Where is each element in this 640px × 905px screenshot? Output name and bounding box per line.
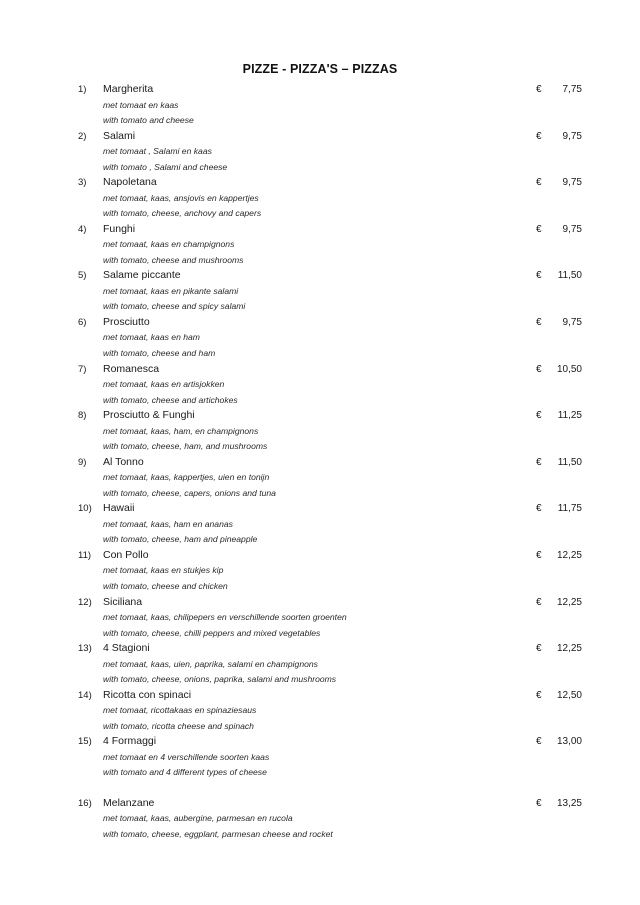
item-number: 2) xyxy=(78,130,87,142)
item-description-dutch: met tomaat, kaas, chilipepers en verschillende soorten groenten xyxy=(103,612,347,623)
item-number: 10) xyxy=(78,503,92,515)
item-description-dutch: met tomaat, ricottakaas en spinaziesaus xyxy=(103,705,257,716)
currency-symbol: € xyxy=(536,596,542,608)
currency-symbol: € xyxy=(536,797,542,809)
item-description-dutch: met tomaat, kaas, ham, en champignons xyxy=(103,425,259,436)
pizza-menu-list xyxy=(0,82,640,843)
item-description-dutch: met tomaat, kaas, ansjovis en kappertjes xyxy=(103,192,259,203)
item-name: Margherita xyxy=(103,83,154,95)
currency-symbol: € xyxy=(536,270,542,282)
menu-item xyxy=(0,734,640,781)
item-description-english: with tomato, cheese and spicy salami xyxy=(103,301,246,312)
item-description-english: with tomato, cheese, capers, onions and tuna xyxy=(103,487,276,498)
menu-item xyxy=(0,129,640,176)
currency-symbol: € xyxy=(536,316,542,328)
item-name: Funghi xyxy=(103,222,136,235)
item-description-english: with tomato and 4 different types of cheese xyxy=(103,767,267,778)
item-name: Salame piccante xyxy=(103,269,181,282)
item-name: Hawaii xyxy=(103,502,135,515)
item-description-english: with tomato, cheese, anchovy and capers xyxy=(103,208,262,219)
menu-item xyxy=(0,222,640,269)
item-description-english: with tomato, ricotta cheese and spinach xyxy=(103,720,254,731)
item-description-english: with tomato and cheese xyxy=(103,115,194,125)
item-price: 12,25 xyxy=(556,596,582,608)
currency-symbol: € xyxy=(536,643,542,655)
menu-item xyxy=(0,455,640,502)
menu-item xyxy=(0,268,640,315)
item-price: 11,75 xyxy=(557,503,582,515)
item-price: 12,25 xyxy=(556,643,582,655)
item-description-english: with tomato, cheese, chilli peppers and mixed vegetables xyxy=(103,627,321,638)
item-number: 3) xyxy=(78,177,87,189)
currency-symbol: € xyxy=(536,549,542,561)
currency-symbol: € xyxy=(536,503,542,515)
currency-symbol: € xyxy=(536,177,542,189)
item-price: 13,25 xyxy=(556,797,582,809)
item-price: 9,75 xyxy=(562,177,582,189)
item-price: 12,25 xyxy=(556,549,582,561)
item-price: 11,50 xyxy=(557,270,582,282)
item-description-english: with tomato, cheese and chicken xyxy=(103,580,228,591)
menu-item xyxy=(0,641,640,688)
item-name: Melanzane xyxy=(103,796,155,809)
menu-item xyxy=(0,501,640,548)
menu-item xyxy=(0,595,640,642)
menu-item xyxy=(0,315,640,362)
currency-symbol: € xyxy=(536,84,542,95)
currency-symbol: € xyxy=(536,410,542,422)
menu-item xyxy=(0,175,640,222)
item-price: 9,75 xyxy=(562,316,582,328)
currency-symbol: € xyxy=(536,689,542,701)
item-name: 4 Formaggi xyxy=(103,735,157,748)
item-price: 11,50 xyxy=(557,456,582,468)
item-description-dutch: met tomaat en kaas xyxy=(103,99,179,110)
item-description-english: with tomato, cheese and ham xyxy=(103,347,216,358)
item-number: 16) xyxy=(78,797,92,809)
currency-symbol: € xyxy=(536,456,542,468)
page-title: PIZZE - PIZZA'S – PIZZAS xyxy=(242,62,398,76)
menu-item xyxy=(0,362,640,409)
currency-symbol: € xyxy=(536,736,542,748)
item-number: 5) xyxy=(78,270,87,282)
currency-symbol: € xyxy=(536,130,542,142)
item-price: 7,75 xyxy=(562,84,582,95)
item-description-english: with tomato, cheese and mushrooms xyxy=(103,254,244,265)
item-number: 4) xyxy=(78,223,87,235)
item-name: Con Pollo xyxy=(103,548,149,561)
item-description-dutch: met tomaat en 4 verschillende soorten kaas xyxy=(103,751,270,762)
item-name: Al Tonno xyxy=(103,455,144,468)
item-number: 12) xyxy=(78,596,92,608)
menu-item xyxy=(0,548,640,595)
item-description-english: with tomato, cheese and artichokes xyxy=(103,394,238,405)
item-number: 14) xyxy=(78,689,92,701)
item-price: 9,75 xyxy=(562,130,582,142)
item-name: Prosciutto & Funghi xyxy=(103,409,195,422)
menu-item xyxy=(0,688,640,735)
item-description-dutch: met tomaat , Salami en kaas xyxy=(103,146,212,157)
item-number: 7) xyxy=(78,363,87,375)
item-description-dutch: met tomaat, kaas, kappertjes, uien en tonijn xyxy=(103,472,270,483)
currency-symbol: € xyxy=(536,363,542,375)
item-description-english: with tomato, cheese, onions, paprika, salami and mushrooms xyxy=(103,674,337,685)
item-price: 10,50 xyxy=(556,363,582,375)
item-number: 15) xyxy=(78,736,92,748)
item-number: 8) xyxy=(78,410,87,422)
item-price: 11,25 xyxy=(557,410,582,422)
item-description-english: with tomato , Salami and cheese xyxy=(103,161,228,172)
item-price: 9,75 xyxy=(562,223,582,235)
item-price: 13,00 xyxy=(556,736,582,748)
item-name: Napoletana xyxy=(103,176,157,189)
item-description-dutch: met tomaat, kaas en pikante salami xyxy=(103,285,239,296)
item-description-english: with tomato, cheese, ham and pineapple xyxy=(103,534,258,545)
item-name: Salami xyxy=(103,129,136,142)
item-name: Prosciutto xyxy=(103,315,150,328)
menu-item xyxy=(0,796,640,843)
item-name: Ricotta con spinaci xyxy=(103,688,192,701)
item-description-dutch: met tomaat, kaas, aubergine, parmesan en rucola xyxy=(103,813,293,824)
item-price: 12,50 xyxy=(556,689,582,701)
item-description-dutch: met tomaat, kaas, uien, paprika, salami en champignons xyxy=(103,658,318,669)
item-name: Romanesca xyxy=(103,362,160,375)
item-description-dutch: met tomaat, kaas, ham en ananas xyxy=(103,518,233,529)
item-name: 4 Stagioni xyxy=(103,642,150,655)
menu-item xyxy=(0,82,640,129)
item-description-dutch: met tomaat, kaas en ham xyxy=(103,332,200,343)
item-number: 11) xyxy=(78,549,92,561)
item-number: 1) xyxy=(78,84,87,95)
item-description-dutch: met tomaat, kaas en stukjes kip xyxy=(103,565,224,576)
item-name: Siciliana xyxy=(103,595,143,608)
item-description-dutch: met tomaat, kaas en champignons xyxy=(103,239,235,250)
currency-symbol: € xyxy=(536,223,542,235)
item-description-dutch: met tomaat, kaas en artisjokken xyxy=(103,379,225,390)
menu-item xyxy=(0,408,640,455)
item-description-english: with tomato, cheese, eggplant, parmesan cheese and rocket xyxy=(103,828,333,839)
item-number: 13) xyxy=(78,643,92,655)
item-number: 6) xyxy=(78,316,87,328)
item-number: 9) xyxy=(78,456,87,468)
item-description-english: with tomato, cheese, ham, and mushrooms xyxy=(103,441,268,452)
